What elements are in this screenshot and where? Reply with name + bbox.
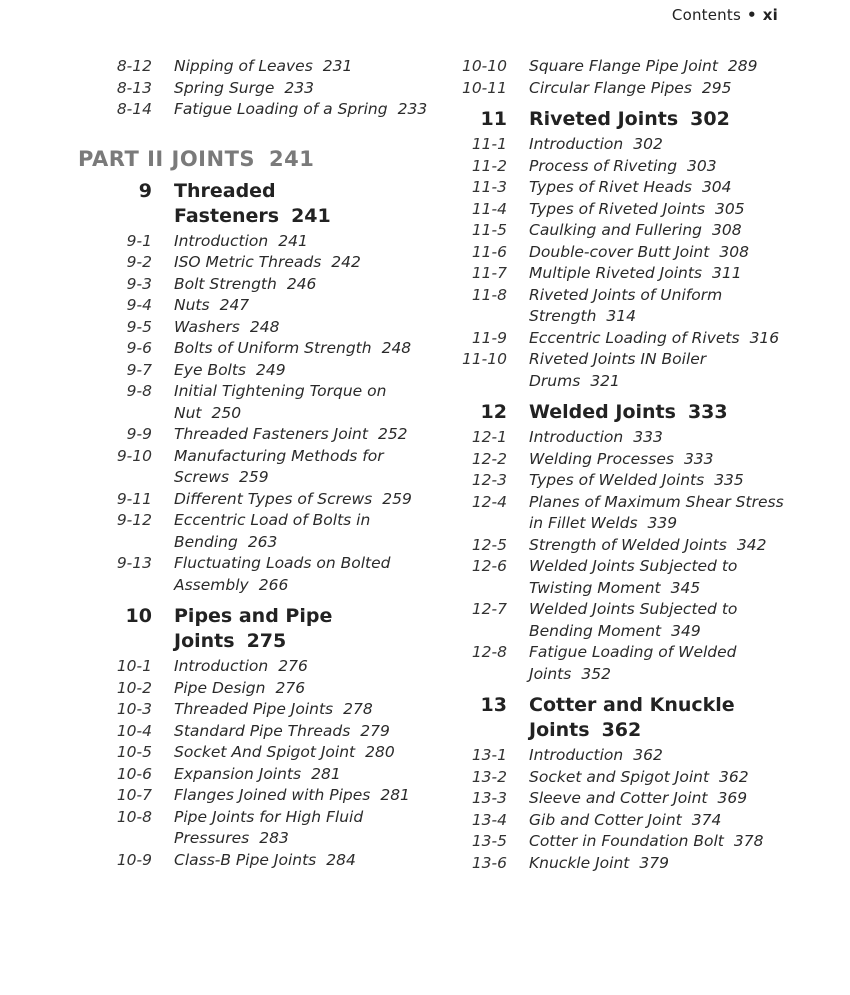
section-page-number: 248	[249, 317, 280, 336]
toc-entry[interactable]	[455, 328, 795, 350]
chapter-title-line	[529, 693, 795, 743]
section-title: Standard Pipe Threads	[174, 721, 351, 740]
running-header	[672, 6, 778, 24]
section-page-number: 339	[647, 514, 678, 532]
section-number: 12-5	[471, 535, 507, 554]
section-page-number: 352	[581, 664, 611, 683]
section-page-number: 231	[322, 57, 353, 75]
section-number: 11-2	[471, 156, 507, 175]
header-bullet: •	[746, 6, 757, 24]
section-page-number: 259	[382, 489, 412, 508]
section-title: Introduction	[529, 746, 624, 764]
toc-entry[interactable]	[100, 446, 430, 489]
section-title: Sleeve and Cotter Joint	[529, 789, 708, 807]
section-title-line	[529, 328, 795, 350]
toc-entry[interactable]	[455, 427, 795, 449]
section-title-line	[174, 78, 430, 100]
section-page-number: 266	[258, 575, 289, 594]
section-page-number: 252	[377, 425, 408, 443]
chapter-title: Riveted Joints	[529, 108, 679, 130]
toc-entry[interactable]	[100, 381, 430, 424]
section-page-number: 249	[256, 360, 286, 379]
chapter-heading[interactable]	[455, 107, 795, 132]
chapter-heading[interactable]	[455, 400, 795, 425]
section-title: Process of Riveting	[529, 156, 678, 175]
chapter-title: Pipes and Pipe Joints	[174, 605, 333, 652]
section-title-line	[174, 99, 430, 121]
section-page-number: 335	[714, 471, 744, 489]
section-page-number: 303	[687, 156, 717, 175]
toc-entry[interactable]	[455, 556, 795, 599]
section-title: Strength of Welded Joints	[529, 535, 727, 554]
toc-entry[interactable]	[455, 745, 795, 767]
section-title-line	[174, 381, 430, 424]
toc-entry[interactable]	[100, 850, 430, 872]
section-title: Eccentric Load of Bolts in Bending	[174, 511, 371, 551]
section-page-number: 369	[717, 789, 748, 807]
section-title-line	[529, 156, 795, 178]
section-number: 12-3	[471, 471, 507, 489]
toc-entry[interactable]	[100, 424, 430, 446]
section-title: Riveted Joints of Uniform Strength	[529, 285, 723, 325]
toc-entry[interactable]	[455, 220, 795, 242]
toc-entry[interactable]	[455, 177, 795, 199]
section-title: Threaded Fasteners Joint	[174, 425, 368, 443]
section-number: 11-7	[471, 264, 507, 282]
toc-entry[interactable]	[100, 295, 430, 317]
section-page-number: 284	[326, 850, 356, 869]
section-page-number: 278	[343, 700, 373, 718]
toc-entry[interactable]	[455, 56, 795, 78]
section-number: 8-13	[116, 78, 152, 97]
section-title: Different Types of Screws	[174, 489, 373, 508]
section-title: Knuckle Joint	[529, 853, 630, 872]
section-number: 10-6	[116, 764, 152, 783]
toc-entry[interactable]	[455, 285, 795, 328]
section-title-line	[529, 788, 795, 810]
section-title: Socket and Spigot Joint	[529, 767, 710, 786]
section-page-number: 304	[701, 178, 732, 196]
chapter-title: Welded Joints	[529, 401, 676, 423]
section-title: Introduction	[529, 428, 624, 446]
toc-entry[interactable]	[455, 767, 795, 789]
section-title: Pipe Design	[174, 678, 266, 697]
toc-entry[interactable]	[100, 764, 430, 786]
section-title: Fatigue Loading of Welded Joints	[529, 643, 737, 683]
section-title-line	[174, 338, 430, 360]
chapter-page-number: 275	[246, 630, 287, 652]
section-page-number: 378	[733, 832, 764, 850]
toc-entry[interactable]	[455, 599, 795, 642]
section-title: Washers	[174, 317, 240, 336]
section-page-number: 233	[397, 100, 428, 118]
toc-entry[interactable]	[100, 360, 430, 382]
section-number: 9-9	[126, 425, 152, 443]
toc-entry[interactable]	[455, 449, 795, 471]
toc-entry[interactable]	[100, 252, 430, 274]
section-page-number: 308	[712, 221, 742, 239]
toc-entry[interactable]	[100, 99, 430, 121]
section-title: Expansion Joints	[174, 764, 302, 783]
section-page-number: 316	[749, 328, 780, 347]
section-title: Class-B Pipe Joints	[174, 850, 317, 869]
section-title: Nipping of Leaves	[174, 57, 313, 75]
section-page-number: 263	[247, 532, 278, 551]
section-title: Introduction	[174, 231, 269, 250]
section-title-line	[174, 742, 430, 764]
section-number: 8-14	[116, 100, 152, 118]
section-page-number: 233	[284, 78, 314, 97]
toc-entry[interactable]	[100, 553, 430, 596]
section-page-number: 280	[365, 743, 395, 761]
section-title-line	[174, 295, 430, 317]
section-page-number: 321	[590, 371, 620, 390]
header-page-number: xi	[762, 6, 778, 24]
section-title: Nuts	[174, 296, 210, 314]
section-number: 11-6	[471, 242, 507, 261]
toc-entry[interactable]	[100, 56, 430, 78]
section-page-number: 259	[239, 468, 269, 486]
section-page-number: 374	[691, 810, 722, 829]
section-number: 13-3	[471, 789, 507, 807]
chapter-title-line	[529, 400, 795, 425]
section-title: Flanges Joined with Pipes	[174, 786, 371, 804]
section-page-number: 379	[639, 853, 669, 872]
section-title: Types of Welded Joints	[529, 471, 705, 489]
section-title-line	[174, 424, 430, 446]
section-title-line	[529, 470, 795, 492]
toc-entry[interactable]	[455, 788, 795, 810]
chapter-title: Cotter and Knuckle Joints	[529, 694, 735, 741]
section-title: Threaded Pipe Joints	[174, 700, 334, 718]
toc-entry[interactable]	[100, 699, 430, 721]
section-title-line	[174, 785, 430, 807]
section-title-line	[529, 349, 795, 392]
toc-entry[interactable]	[100, 785, 430, 807]
chapter-title-line	[529, 107, 795, 132]
section-title: Welded Joints Subjected to Bending Moment	[529, 600, 738, 640]
chapter-number: 11	[480, 108, 507, 130]
section-number: 10-11	[461, 78, 507, 97]
section-title-line	[174, 764, 430, 786]
section-number: 11-3	[471, 178, 507, 196]
section-title-line	[174, 807, 430, 850]
section-title-line	[174, 446, 430, 489]
section-page-number: 314	[606, 307, 636, 325]
chapter-page-number: 333	[687, 401, 728, 423]
section-title-line	[529, 831, 795, 853]
section-page-number: 295	[701, 78, 732, 97]
section-title: Welding Processes	[529, 449, 674, 468]
section-number: 10-3	[116, 700, 152, 718]
section-number: 13-1	[471, 746, 507, 764]
section-number: 10-2	[116, 678, 152, 697]
section-title-line	[529, 492, 795, 535]
section-number: 11-8	[471, 285, 507, 304]
toc-entry[interactable]	[455, 242, 795, 264]
section-title-line	[174, 850, 430, 872]
section-page-number: 276	[275, 678, 306, 697]
section-title-line	[174, 274, 430, 296]
chapter-page-number: 241	[291, 204, 331, 227]
toc-entry[interactable]	[100, 274, 430, 296]
toc-entry[interactable]	[100, 231, 430, 253]
toc-entry[interactable]	[455, 263, 795, 285]
section-title: Pipe Joints for High Fluid Pressures	[174, 807, 364, 847]
toc-entry[interactable]	[100, 338, 430, 360]
section-title: Fluctuating Loads on Bolted Assembly	[174, 554, 391, 594]
part-heading	[78, 147, 430, 171]
section-title: Gib and Cotter Joint	[529, 810, 682, 829]
section-title-line	[529, 767, 795, 789]
section-number: 11-10	[461, 350, 507, 368]
section-title-line	[529, 263, 795, 285]
section-title-line	[174, 489, 430, 511]
section-title-line	[529, 599, 795, 642]
section-page-number: 241	[278, 231, 308, 250]
section-title-line	[529, 134, 795, 156]
section-title-line	[174, 656, 430, 678]
section-title: Fatigue Loading of a Spring	[174, 100, 388, 118]
section-number: 9-10	[116, 446, 152, 465]
section-page-number: 362	[719, 767, 749, 786]
chapter-page-number: 362	[601, 719, 642, 741]
section-number: 12-4	[471, 492, 507, 511]
section-number: 9-13	[116, 554, 152, 572]
section-number: 12-1	[471, 428, 507, 446]
section-page-number: 247	[219, 296, 250, 314]
section-title: Eccentric Loading of Rivets	[529, 328, 740, 347]
section-title-line	[529, 556, 795, 599]
section-title-line	[174, 231, 430, 253]
section-page-number: 333	[683, 449, 714, 468]
section-title-line	[174, 56, 430, 78]
section-title: Socket And Spigot Joint	[174, 743, 356, 761]
toc-entry[interactable]	[100, 721, 430, 743]
section-title-line	[529, 285, 795, 328]
section-title-line	[529, 449, 795, 471]
section-title-line	[529, 810, 795, 832]
toc-entry[interactable]	[100, 78, 430, 100]
section-page-number: 362	[633, 746, 663, 764]
chapter-number: 9	[138, 179, 152, 202]
section-number: 10-1	[116, 657, 152, 675]
section-number: 12-2	[471, 449, 507, 468]
toc-entry[interactable]	[100, 807, 430, 850]
toc-entry[interactable]	[100, 489, 430, 511]
section-title: Bolt Strength	[174, 274, 277, 293]
section-title: Manufacturing Methods for Screws	[174, 446, 384, 486]
section-title-line	[174, 360, 430, 382]
header-title: Contents	[671, 6, 741, 24]
section-title: Welded Joints Subjected to Twisting Moment	[529, 557, 738, 597]
section-number: 9-7	[126, 360, 152, 379]
toc-entry[interactable]	[455, 642, 795, 685]
section-page-number: 302	[633, 135, 663, 153]
toc-entry[interactable]	[100, 656, 430, 678]
section-title-line	[174, 721, 430, 743]
toc-entry[interactable]	[100, 317, 430, 339]
section-title-line	[529, 745, 795, 767]
section-number: 13-4	[471, 810, 507, 829]
toc-entry[interactable]	[455, 349, 795, 392]
section-page-number: 333	[633, 428, 663, 446]
section-page-number: 281	[311, 764, 341, 783]
toc-entry[interactable]	[455, 470, 795, 492]
section-title: Planes of Maximum Shear Stress in Fillet Welds	[529, 492, 784, 532]
section-number: 13-2	[471, 767, 507, 786]
section-number: 10-10	[461, 57, 507, 75]
section-title: Riveted Joints IN Boiler Drums	[529, 350, 707, 390]
section-number: 12-8	[471, 643, 507, 661]
section-title: Types of Rivet Heads	[529, 178, 692, 196]
section-number: 9-5	[126, 317, 152, 336]
section-title-line	[174, 252, 430, 274]
section-title: Double-cover Butt Joint	[529, 242, 710, 261]
chapter-number: 10	[125, 605, 152, 627]
toc-entry[interactable]	[100, 510, 430, 553]
section-title-line	[174, 510, 430, 553]
section-number: 9-1	[126, 231, 152, 250]
section-title: Spring Surge	[174, 78, 275, 97]
toc-entry[interactable]	[455, 134, 795, 156]
toc-entry[interactable]	[455, 853, 795, 875]
section-page-number: 250	[211, 403, 242, 422]
section-number: 10-9	[116, 850, 152, 869]
section-page-number: 342	[736, 535, 767, 554]
chapter-number: 13	[480, 694, 507, 716]
chapter-title: Threaded Fasteners	[174, 179, 280, 227]
toc-right-column	[455, 56, 795, 874]
section-title: Bolts of Uniform Strength	[174, 339, 372, 357]
toc-entry[interactable]	[455, 810, 795, 832]
toc-entry[interactable]	[455, 535, 795, 557]
section-title-line	[529, 853, 795, 875]
section-title-line	[174, 699, 430, 721]
section-title: Cotter in Foundation Bolt	[529, 832, 724, 850]
section-title-line	[529, 78, 795, 100]
section-number: 8-12	[116, 57, 152, 75]
chapter-page-number: 302	[690, 108, 730, 130]
section-number: 9-8	[126, 382, 152, 400]
section-number: 9-11	[116, 489, 152, 508]
section-page-number: 305	[715, 199, 745, 218]
chapter-heading[interactable]	[100, 604, 430, 654]
toc-entry[interactable]	[100, 742, 430, 764]
section-title: Multiple Riveted Joints	[529, 264, 702, 282]
section-page-number: 311	[712, 264, 742, 282]
section-title: Caulking and Fullering	[529, 221, 703, 239]
section-number: 9-12	[116, 511, 152, 529]
part-title: PART II JOINTS	[78, 146, 256, 171]
section-title-line	[529, 199, 795, 221]
section-title-line	[174, 553, 430, 596]
toc-entry[interactable]	[455, 78, 795, 100]
chapter-title-line	[174, 179, 430, 229]
chapter-heading[interactable]	[455, 693, 795, 743]
section-page-number: 276	[278, 657, 308, 675]
section-number: 12-6	[471, 557, 507, 575]
toc-entry[interactable]	[455, 831, 795, 853]
section-title-line	[529, 220, 795, 242]
part-page-number: 241	[269, 146, 315, 171]
section-number: 10-4	[116, 721, 152, 740]
section-page-number: 345	[670, 578, 701, 597]
section-title-line	[529, 642, 795, 685]
section-title: Initial Tightening Torque on Nut	[174, 382, 387, 422]
section-title-line	[529, 535, 795, 557]
section-title: Introduction	[174, 657, 269, 675]
section-title-line	[529, 427, 795, 449]
section-title: ISO Metric Threads	[174, 253, 322, 271]
section-title: Circular Flange Pipes	[529, 78, 692, 97]
section-number: 13-5	[471, 832, 507, 850]
section-number: 11-1	[471, 135, 507, 153]
section-title-line	[174, 317, 430, 339]
section-page-number: 289	[727, 57, 758, 75]
section-title: Types of Riveted Joints	[529, 199, 706, 218]
toc-entry[interactable]	[455, 156, 795, 178]
section-title-line	[529, 56, 795, 78]
toc-left-column	[78, 56, 430, 871]
toc-entry[interactable]	[455, 492, 795, 535]
section-title-line	[529, 177, 795, 199]
section-number: 10-7	[116, 786, 152, 804]
section-number: 9-6	[126, 339, 152, 357]
section-page-number: 281	[380, 786, 410, 804]
section-title-line	[529, 242, 795, 264]
section-title-line	[174, 678, 430, 700]
section-number: 11-4	[471, 199, 507, 218]
section-number: 11-5	[471, 221, 507, 239]
section-page-number: 242	[331, 253, 361, 271]
section-number: 13-6	[471, 853, 507, 872]
chapter-title-line	[174, 604, 430, 654]
section-number: 12-7	[471, 600, 507, 618]
section-number: 9-4	[126, 296, 152, 314]
section-page-number: 349	[671, 621, 701, 640]
section-number: 10-5	[116, 743, 152, 761]
section-title: Introduction	[529, 135, 624, 153]
chapter-heading[interactable]	[100, 179, 430, 229]
section-page-number: 246	[286, 274, 317, 293]
section-number: 11-9	[471, 328, 507, 347]
section-title: Square Flange Pipe Joint	[529, 57, 718, 75]
section-number: 9-2	[126, 253, 152, 271]
toc-entry[interactable]	[455, 199, 795, 221]
toc-entry[interactable]	[100, 678, 430, 700]
chapter-number: 12	[480, 401, 507, 423]
section-number: 10-8	[116, 807, 152, 826]
section-page-number: 279	[360, 721, 390, 740]
section-number: 9-3	[126, 274, 152, 293]
section-title: Eye Bolts	[174, 360, 247, 379]
section-page-number: 308	[719, 242, 749, 261]
section-page-number: 283	[259, 829, 289, 847]
section-page-number: 248	[381, 339, 412, 357]
